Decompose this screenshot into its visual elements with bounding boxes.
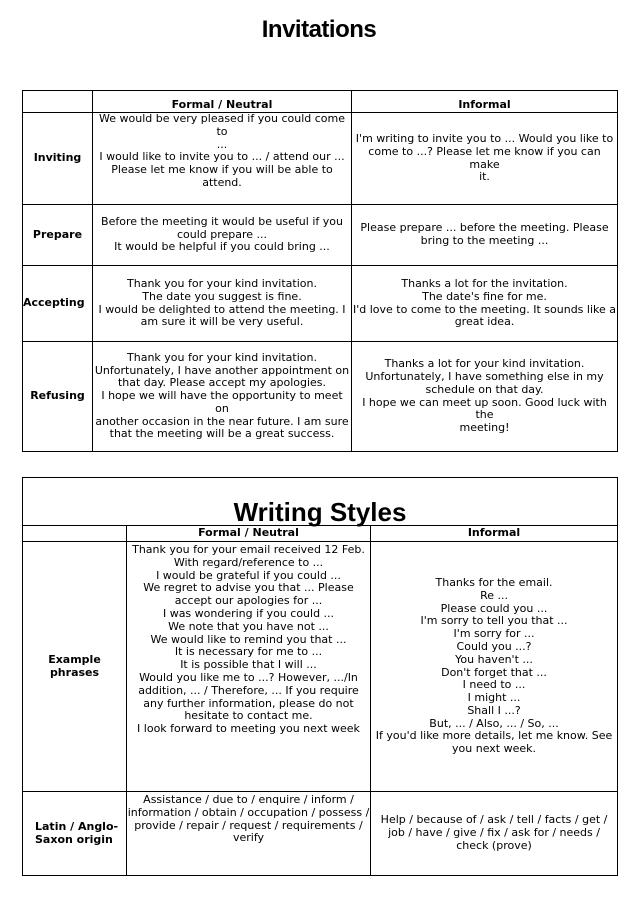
header-formal: Formal / Neutral — [127, 526, 371, 542]
row-label-refusing: Refusing — [23, 342, 93, 452]
invitations-table — [22, 90, 618, 452]
writing-styles-title: Writing Styles — [23, 478, 618, 526]
refusing-informal: Thanks a lot for your kind invitation. Unfortunately, I have something else in my schedule on that day. I hope we can meet up soon. Good luck with the meeting! — [352, 342, 618, 452]
accepting-formal: Thank you for your kind invitation. The date you suggest is fine. I would be delighted to attend the meeting. I am sure it will be very useful. — [93, 266, 352, 342]
page-title: Invitations — [261, 16, 377, 43]
header-formal: Formal / Neutral — [93, 91, 352, 113]
row-label-prepare: Prepare — [23, 205, 93, 266]
row-label-inviting: Inviting — [23, 113, 93, 205]
corner-cell — [23, 91, 93, 113]
prepare-informal: Please prepare ... before the meeting. Please bring to the meeting ... — [352, 205, 618, 266]
example-phrases-informal: Thanks for the email. Re ... Please could you ... I'm sorry to tell you that ... I'm sorry for ... Could you ...? You haven't ... Don't forget that ... I need to ... I might ... Shall I ...? But, ... / Also, ... / So, ... If you'd like more details, let me know. See you next week. — [371, 542, 618, 792]
writing-styles-table — [22, 477, 618, 876]
origin-informal: Help / because of / ask / tell / facts / get / job / have / give / fix / ask for / needs / check (prove) — [371, 792, 618, 876]
row-label-origin: Latin / Anglo- Saxon origin — [23, 792, 127, 876]
header-informal: Informal — [371, 526, 618, 542]
accepting-informal: Thanks a lot for the invitation. The date's fine for me. I'd love to come to the meeting. It sounds like a great idea. — [352, 266, 618, 342]
inviting-formal: We would be very pleased if you could come to ... I would like to invite you to ... / attend our ... Please let me know if you will be able to attend. — [93, 113, 352, 205]
row-label-example-phrases: Example phrases — [23, 542, 127, 792]
example-phrases-formal: Thank you for your email received 12 Feb. With regard/reference to ... I would be grateful if you could ... We regret to advise you that ... Please accept our apologies for ... I was wondering if you could ... We note that you have not ... We would like to remind you that ... It is necessary for me to ... It is possible that I will ... Would you like me to ...? However, .../In addition, ... / Therefore, ... If you require any further information, please do not hesitate to contact me. I look forward to meeting you next week — [127, 542, 371, 792]
origin-formal: Assistance / due to / enquire / inform / information / obtain / occupation / possess / provide / repair / request / requirements / verify — [127, 792, 371, 876]
header-informal: Informal — [352, 91, 618, 113]
corner-cell — [23, 526, 127, 542]
row-label-accepting: Accepting — [23, 266, 93, 342]
prepare-formal: Before the meeting it would be useful if you could prepare ... It would be helpful if you could bring ... — [93, 205, 352, 266]
inviting-informal: I'm writing to invite you to ... Would you like to come to ...? Please let me know if you can make it. — [352, 113, 618, 205]
refusing-formal: Thank you for your kind invitation. Unfortunately, I have another appointment on that day. Please accept my apologies. I hope we will have the opportunity to meet on another occasion in the near future. I am sure that the meeting will be a great success. — [93, 342, 352, 452]
